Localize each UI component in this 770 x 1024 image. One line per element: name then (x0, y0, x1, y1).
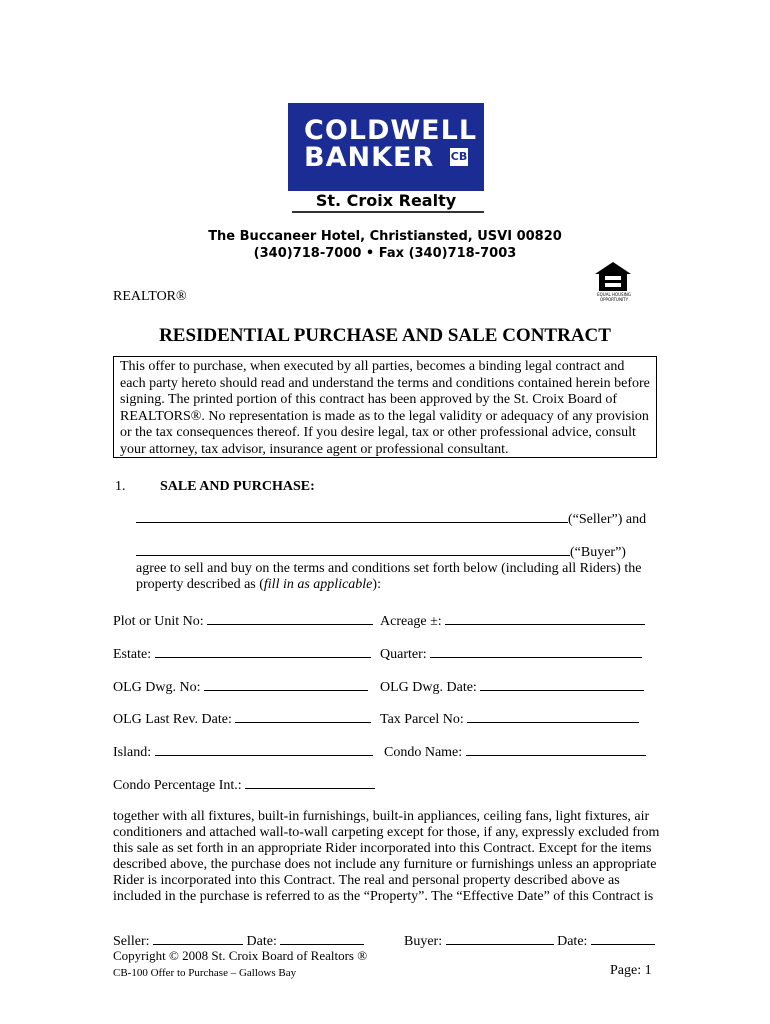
seller-suffix: (“Seller”) and (568, 512, 647, 527)
seller-name-field[interactable] (136, 510, 568, 523)
logo-subtitle: St. Croix Realty (315, 191, 457, 210)
tax-parcel-row (380, 710, 639, 728)
buyer-signature-label: Buyer: (404, 934, 443, 949)
paragraph-line: conditioners and attached wall-to-wall carpeting except for those, if any, expressly excluded from (113, 825, 660, 840)
form-code: CB-100 Offer to Purchase – Gallows Bay (113, 967, 297, 979)
buyer-signature-input[interactable] (446, 932, 554, 945)
olg-last-rev-label: OLG Last Rev. Date: (113, 712, 232, 727)
office-address: The Buccaneer Hotel, Christiansted, USVI 00820 (208, 229, 562, 244)
logo-background (288, 103, 484, 191)
logo-text-banker: BANKER (304, 142, 435, 173)
condo-pct-input[interactable] (245, 776, 375, 789)
page-number: Page: 1 (610, 963, 652, 978)
section-number: 1. (115, 479, 126, 494)
olg-dwg-no-row (113, 678, 368, 696)
island-input[interactable] (155, 743, 373, 756)
agree-line-2 (136, 577, 381, 593)
tax-parcel-label: Tax Parcel No: (380, 712, 464, 727)
seller-date-label: Date: (246, 934, 277, 949)
olg-last-rev-input[interactable] (235, 710, 371, 723)
acreage-field-row (380, 612, 645, 630)
agree-text-end: ): (372, 577, 381, 592)
condo-name-input[interactable] (466, 743, 646, 756)
buyer-signature-row (404, 932, 655, 950)
buyer-date-label: Date: (557, 934, 588, 949)
estate-field-row (113, 645, 371, 663)
agree-line-1: agree to sell and buy on the terms and conditions set forth below (including all Riders) the (136, 561, 642, 576)
office-phone-fax: (340)718-7000 • Fax (340)718-7003 (253, 246, 517, 261)
logo-underline (292, 211, 484, 213)
paragraph-line: together with all fixtures, built-in furnishings, built-in appliances, ceiling fans, light fixtures, air (113, 809, 650, 824)
section-heading: SALE AND PURCHASE: (160, 479, 315, 494)
equal-housing-icon (594, 261, 632, 301)
plot-input[interactable] (207, 612, 373, 625)
buyer-date-input[interactable] (591, 932, 655, 945)
paragraph-line: described above, the purchase does not include any furniture or furnishings unless an appropriate (113, 857, 657, 872)
island-label: Island: (113, 745, 152, 760)
quarter-label: Quarter: (380, 647, 427, 662)
olg-dwg-date-row (380, 678, 644, 696)
agree-italic: fill in as applicable (263, 577, 373, 592)
coldwell-banker-logo (288, 103, 484, 211)
realtor-mark: REALTOR® (113, 289, 187, 304)
condo-name-row (384, 743, 646, 761)
condo-name-label: Condo Name: (384, 745, 463, 760)
olg-last-rev-row (113, 710, 371, 728)
seller-line (136, 510, 646, 528)
island-row (113, 743, 373, 761)
seller-date-input[interactable] (280, 932, 364, 945)
plot-field-row (113, 612, 373, 630)
acreage-label: Acreage ±: (380, 614, 442, 629)
olg-dwg-no-label: OLG Dwg. No: (113, 680, 201, 695)
logo-text-coldwell: COLDWELL (304, 115, 478, 146)
buyer-name-field[interactable] (136, 543, 570, 556)
olg-dwg-date-label: OLG Dwg. Date: (380, 680, 477, 695)
document-title: RESIDENTIAL PURCHASE AND SALE CONTRACT (159, 325, 611, 346)
buyer-line (136, 543, 626, 561)
condo-pct-label: Condo Percentage Int.: (113, 778, 242, 793)
acreage-input[interactable] (445, 612, 645, 625)
tax-parcel-input[interactable] (467, 710, 639, 723)
estate-input[interactable] (155, 645, 371, 658)
olg-dwg-no-input[interactable] (204, 678, 368, 691)
seller-signature-input[interactable] (153, 932, 243, 945)
seller-signature-label: Seller: (113, 934, 150, 949)
plot-label: Plot or Unit No: (113, 614, 204, 629)
cb-mark-icon: CB (450, 148, 468, 166)
estate-label: Estate: (113, 647, 152, 662)
copyright-notice: Copyright © 2008 St. Croix Board of Realtors ® (113, 948, 368, 963)
paragraph-line: Rider is incorporated into this Contract. The real and personal property described above as (113, 873, 620, 888)
olg-dwg-date-input[interactable] (480, 678, 644, 691)
paragraph-line: included in the purchase is referred to as the “Property”. The “Effective Date” of this Contract is (113, 889, 654, 904)
condo-pct-row (113, 776, 375, 794)
agree-text: property described as ( (136, 577, 264, 592)
quarter-field-row (380, 645, 642, 663)
quarter-input[interactable] (430, 645, 642, 658)
paragraph-line: this sale as set forth in an appropriate Rider incorporated into this Contract. Except for the items (113, 841, 652, 856)
legal-notice-box: This offer to purchase, when executed by all parties, becomes a binding legal contract and each party hereto should read and understand the terms and conditions contained herein before signing. The printed portion of this contract has been approved by the St. Croix Board of REALTORS®. No representation is made as to the legal validity or adequacy of any provision or the tax consequences thereof. If you desire legal, tax or other professional advice, consult your attorney, tax advisor, insurance agent or professional consultant. (113, 356, 657, 458)
buyer-suffix: (“Buyer”) (570, 545, 626, 560)
equal-housing-text: EQUAL HOUSING OPPORTUNITY (597, 292, 631, 302)
